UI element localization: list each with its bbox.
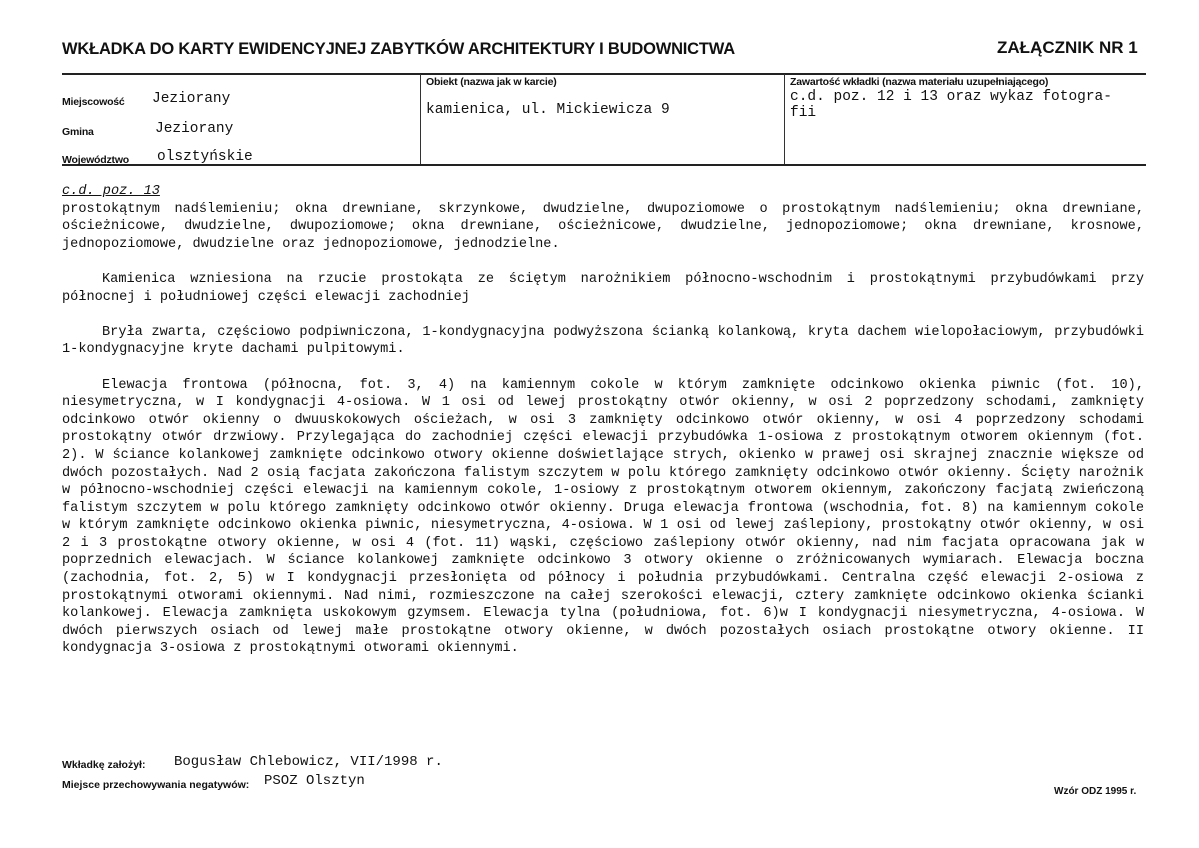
template-id: Wzór ODZ 1995 r. — [1054, 786, 1137, 797]
section-heading: c.d. poz. 13 — [62, 184, 160, 199]
header-divider-1 — [420, 74, 421, 164]
insert-content-value-line2: fii — [790, 105, 817, 121]
header-top-rule — [62, 73, 1146, 75]
founder-label: Wkładkę założył: — [62, 759, 146, 771]
description-body — [62, 183, 1144, 658]
insert-content-value-line1: c.d. poz. 12 i 13 oraz wykaz fotogra- — [790, 89, 1112, 105]
form-title: WKŁADKA DO KARTY EWIDENCYJNEJ ZABYTKÓW ARCHITEKTURY I BUDOWNICTWA — [62, 40, 735, 58]
paragraph-massing: Bryła zwarta, częściowo podpiwniczona, 1-kondygnacyjna podwyższona ścianką kolankową, kryta dachem wielopołaciowym, przybudówki 1-kondygnacyjne kryte dachami pulpitowymi. — [62, 324, 1144, 358]
gmina-label: Gmina — [62, 126, 94, 138]
miejscowosc-value: Jeziorany — [152, 91, 231, 107]
wojewodztwo-value: olsztyńskie — [157, 149, 253, 165]
paragraph-elevations: Elewacja frontowa (północna, fot. 3, 4) na kamiennym cokole w którym zamknięte odcinkowo okienka piwnic (fot. 10), niesymetryczna, w I kondygnacji 4-osiowa. W 1 osi od lewej prostokątny otwór okienny, w osi 2 poprzedzony schodami, zamknięty odcinkowo otwór okienny o dwuuskokowych ościeżach, w osi 3 zamknięty odcinkowo otwór okienny, w osi 4 poprzedzony schodami prostokątny otwór drzwiowy. Przylegająca do zachodniej części elewacji przybudówka 1-osiowa z prostokątnym otworem okiennym (fot. 2). W ściance kolankowej zamknięte odcinkowo otwory okienne doświetlające strych, okienko w prawej osi skrajnej znacznie większe od dwóch pozostałych. Nad 2 osią facjata zakończona falistym szczytem w polu którego zamknięty odcinkowo otwór okienny. Ścięty narożnik w północno-wschodniej części elewacji na kamiennym cokole, 1-osiowy z prostokątnym otworem okiennym, zakończony facjatą zwieńczoną falistym szczytem w polu którego zamknięty odcinkowo otwór okienny. Druga elewacja frontowa (wschodnia, fot. 8) na kamiennym cokole w którym zamknięte odcinkowo okienka piwnic, niesymetryczna, 4-osiowa. W 1 osi od lewej zaślepiony, prostokątny otwór okienny, w osi 2 i 3 prostokątne otwory okienne, w osi 4 (fot. 11) wąski, częściowo zaślepiony otwór okienny, nad nim facjata opracowana jak w poprzednich elewacjach. W ściance kolankowej zamknięte odcinkowo 3 otwory okienne o zróżnicowanych wymiarach. Elewacja boczna (zachodnia, fot. 2, 5) w I kondygnacji przesłonięta od północy i południa przybudówkami. Centralna część elewacji 2-osiowa z prostokątnymi otworami okiennymi. Nad nimi, rozmieszczone na całej szerokości elewacji, cztery zamknięte odcinkowo okienka ścianki kolankowej. Elewacja zamknięta uskokowym gzymsem. Elewacja tylna (południowa, fot. 6)w I kondygnacji niesymetryczna, 4-osiowa. W dwóch pierwszych osiach od lewej małe prostokątne otwory okienne, w dwóch pozostałych osiach prostokątne otwory okienne. II kondygnacja 3-osiowa z prostokątnymi otworami okiennymi. — [62, 377, 1144, 657]
object-value: kamienica, ul. Mickiewicza 9 — [426, 102, 670, 118]
object-label: Obiekt (nazwa jak w karcie) — [426, 76, 557, 88]
paragraph-plan: Kamienica wzniesiona na rzucie prostokąta ze ściętym narożnikiem północno-wschodnim i prostokątnymi przybudówkami przy północnej i południowej części elewacji zachodniej — [62, 271, 1144, 305]
header-divider-2 — [784, 74, 785, 164]
gmina-value: Jeziorany — [155, 121, 234, 137]
wojewodztwo-label: Województwo — [62, 154, 130, 166]
insert-content-label: Zawartość wkładki (nazwa materiału uzupełniającego) — [790, 76, 1049, 88]
annex-number: ZAŁĄCZNIK NR 1 — [997, 38, 1138, 57]
storage-label: Miejsce przechowywania negatywów: — [62, 779, 250, 791]
founder-value: Bogusław Chlebowicz, VII/1998 r. — [174, 754, 443, 770]
miejscowosc-label: Miejscowość — [62, 96, 125, 108]
storage-value: PSOZ Olsztyn — [264, 773, 365, 789]
paragraph-windows: prostokątnym nadślemieniu; okna drewniane, skrzynkowe, dwudzielne, dwupoziomowe o prostokątnym nadślemieniu; okna drewniane, ościeżnicowe, dwudzielne, dwupoziomowe; okna drewniane, ościeżnicowe, dwudzielne, jednopoziomowe; okna drewniane, krosnowe, jednopoziomowe, dwudzielne oraz jednopoziomowe, jednodzielne. — [62, 201, 1144, 252]
